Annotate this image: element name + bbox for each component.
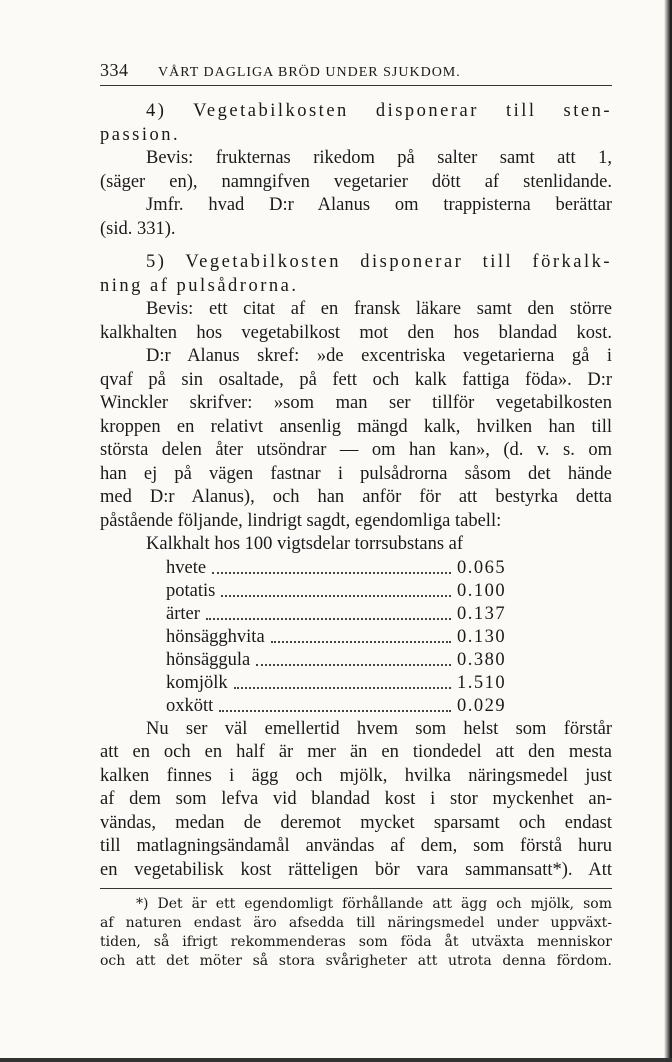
running-title: VÅRT DAGLIGA BRÖD UNDER SJUKDOM. <box>158 65 461 80</box>
table-row-value: 0.130 <box>457 626 507 647</box>
footnote-line: af naturen endast äro afsedda till näringsmedel under uppväxt- <box>100 915 612 931</box>
table-row-value: 0.100 <box>457 580 507 601</box>
paragraphs-top <box>100 100 612 533</box>
leader-dots <box>219 695 451 712</box>
running-header <box>100 60 612 86</box>
text-line: Bevis: ett citat af en fransk läkare samt den större <box>146 299 612 319</box>
table-row <box>100 626 512 649</box>
footnote <box>100 895 612 971</box>
text-line: Nu ser väl emellertid hvem som helst som förstår <box>146 718 612 739</box>
text-line: ning af pulsådrorna. <box>100 275 299 296</box>
leader-dots <box>206 603 451 620</box>
leader-dots <box>256 649 451 666</box>
table-row-value: 0.380 <box>457 649 507 670</box>
text-line: vändas, medan de deremot mycket sparsamt och endast <box>100 812 612 833</box>
table-row-value: 0.137 <box>457 603 507 624</box>
leader-dots <box>212 557 451 574</box>
text-line: kalkhalten hos vegetabilkost mot den hos blandad kost. <box>100 322 612 343</box>
page-edge-shadow <box>664 0 672 1062</box>
table-row-label: hönsäggula <box>166 649 251 670</box>
table-row <box>100 695 512 718</box>
footnote-line: tiden, så ifrigt rekommenderas som föda åt utväxta menniskor <box>100 934 612 950</box>
text-line: han ej på vägen fastnar i pulsådrorna såsom det hände <box>100 463 612 484</box>
calcium-table <box>100 533 612 718</box>
table-rows <box>100 557 612 718</box>
text-line: en vegetabilisk kost rätteligen bör vara sammansatt*). Att <box>100 859 612 880</box>
table-row-value: 0.029 <box>457 695 507 716</box>
text-line: Jmfr. hvad D:r Alanus om trappisterna berättar <box>146 195 612 215</box>
text-line: (sid. 331). <box>100 218 176 239</box>
table-row <box>100 649 512 672</box>
table-row-label: hönsägghvita <box>166 626 265 647</box>
text-line: kroppen en relativt ansenlig mängd kalk, hvilken han till <box>100 416 612 437</box>
table-row-label: ärter <box>166 603 200 624</box>
text-line: (säger en), namngifven vegetarier dött af stenlidande. <box>100 171 612 192</box>
table-row-value: 1.510 <box>457 672 507 693</box>
text-line: 5) Vegetabilkosten disponerar till förkalk- <box>146 252 612 272</box>
text-line: Bevis: frukternas rikedom på salter samt att 1, <box>146 148 612 168</box>
text-line: af dem som lefva vid blandad kost i stor myckenhet an- <box>100 789 612 809</box>
text-line: med D:r Alanus), och han anför för att bestyrka detta <box>100 487 612 507</box>
leader-dots <box>271 626 451 643</box>
table-row-value: 0.065 <box>457 557 507 578</box>
table-row <box>100 557 512 580</box>
text-line: att en och en half är mer än en tiondedel att den mesta <box>100 742 612 762</box>
page-number: 334 <box>100 60 129 80</box>
table-row <box>100 672 512 695</box>
table-row-label: hvete <box>166 557 207 578</box>
leader-dots <box>221 580 451 597</box>
footnote-line: och att det möter så stora svårigheter att utrota denna fördom. <box>100 953 612 969</box>
table-row <box>100 580 512 603</box>
text-line: kalken finnes i ägg och mjölk, hvilka näringsmedel just <box>100 765 612 786</box>
text-line: D:r Alanus skref: »de excentriska vegetarierna gå i <box>146 346 612 366</box>
book-page <box>100 60 612 971</box>
text-line: 4) Vegetabilkosten disponerar till sten- <box>146 101 612 121</box>
leader-dots <box>234 672 451 689</box>
table-heading: Kalkhalt hos 100 vigtsdelar torrsubstans af <box>146 534 464 554</box>
paragraphs-bottom <box>100 718 612 883</box>
text-line: passion. <box>100 124 181 145</box>
table-row-label: potatis <box>166 580 216 601</box>
text-line: påstående följande, lindrigt sagdt, egendomliga tabell: <box>100 510 502 531</box>
table-row-label: komjölk <box>166 672 228 693</box>
footnote-rule <box>100 888 612 889</box>
page-bottom-edge <box>0 1058 672 1062</box>
text-line: till matlagningsändamål användas af dem, som förstå huru <box>100 836 612 856</box>
table-row <box>100 603 512 626</box>
text-line: qvaf på sin osaltade, på fett och kalk fattiga föda». D:r <box>100 369 612 390</box>
text-line: största delen åter utsöndrar — om han kan», (d. v. s. om <box>100 440 612 460</box>
table-row-label: oxkött <box>166 695 214 716</box>
body-text <box>100 100 612 882</box>
footnote-line: *) Det är ett egendomligt förhållande att ägg och mjölk, som <box>136 896 612 912</box>
text-line: Winckler skrifver: »som man ser tillför vegetabilkosten <box>100 393 612 413</box>
